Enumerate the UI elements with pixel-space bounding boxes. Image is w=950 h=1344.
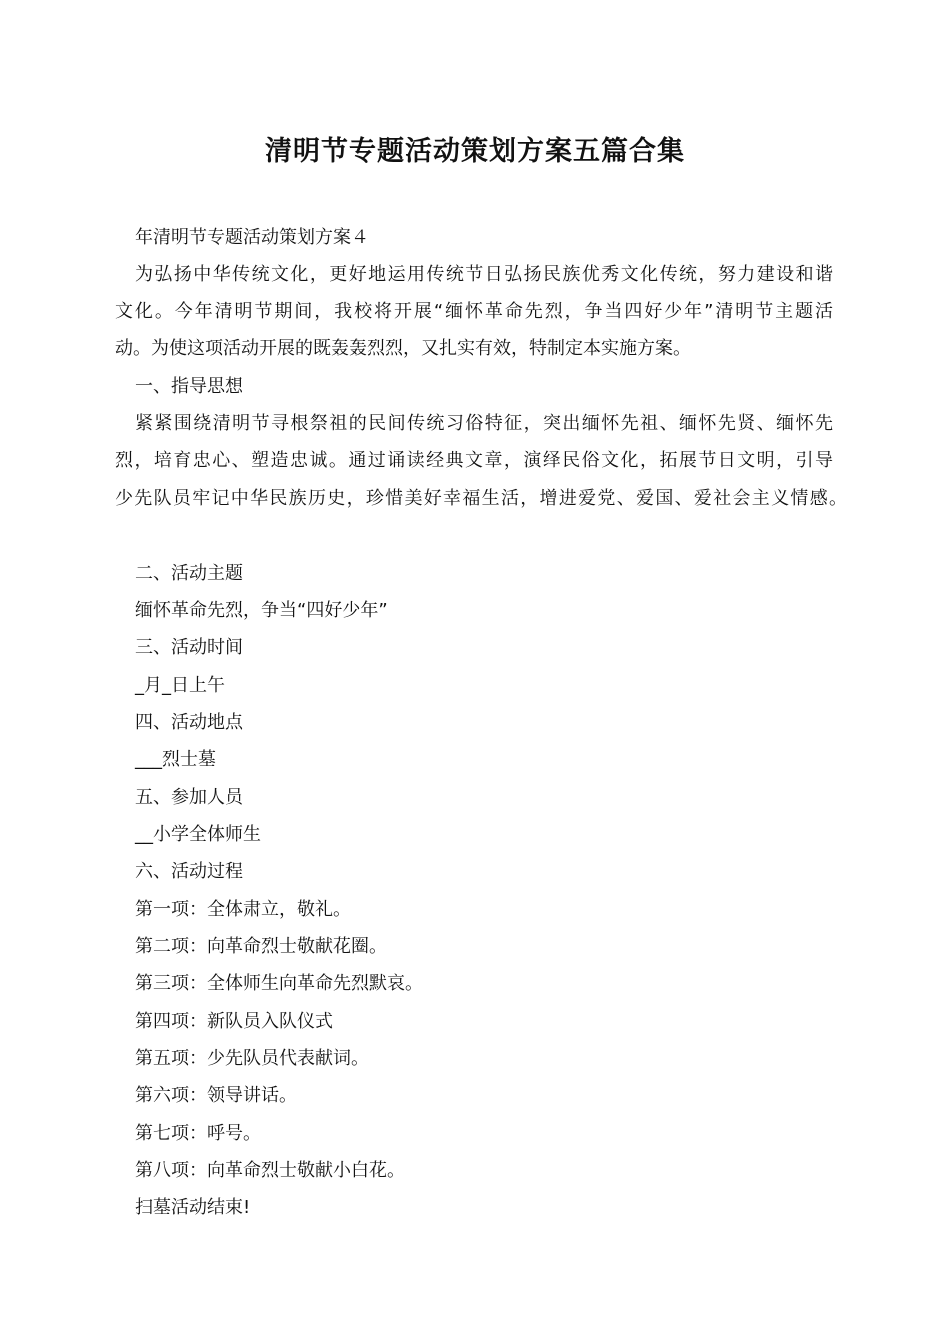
process-step-3: 第三项：全体师生向革命先烈默哀。 (135, 973, 423, 994)
process-step-8: 第八项：向革命烈士敬献小白花。 (135, 1160, 405, 1181)
process-step-7: 第七项：呼号。 (135, 1123, 261, 1144)
page-title: 清明节专题活动策划方案五篇合集 (265, 136, 685, 167)
process-step-5: 第五项：少先队员代表献词。 (135, 1048, 369, 1069)
process-step-6: 第六项：领导讲话。 (135, 1085, 297, 1106)
guiding-idea-line-3: 少先队员牢记中华民族历史，珍惜美好幸福生活，增进爱党、爱国、爱社会主义情感。 (115, 488, 847, 509)
process-step-1: 第一项：全体肃立，敬礼。 (135, 899, 351, 920)
section-heading-participants: 五、参加人员 (135, 787, 243, 808)
closing-text: 扫墓活动结束! (135, 1197, 251, 1218)
intro-line-3: 动。为使这项活动开展的既轰轰烈烈，又扎实有效，特制定本实施方案。 (115, 338, 691, 359)
guiding-idea-line-1: 紧紧围绕清明节寻根祭祖的民间传统习俗特征，突出缅怀先祖、缅怀先贤、缅怀先 (135, 413, 833, 434)
time-text: _月_日上午 (135, 675, 225, 696)
section-heading-guiding-idea: 一、指导思想 (135, 376, 243, 397)
section-heading-process: 六、活动过程 (135, 861, 243, 882)
section-heading-theme: 二、活动主题 (135, 563, 243, 584)
participants-text: __小学全体师生 (135, 824, 261, 845)
process-step-4: 第四项：新队员入队仪式 (135, 1011, 333, 1032)
process-step-2: 第二项：向革命烈士敬献花圈。 (135, 936, 387, 957)
guiding-idea-line-2: 烈，培育忠心、塑造忠诚。通过诵读经典文章，演绎民俗文化，拓展节日文明，引导 (115, 450, 833, 471)
section-heading-time: 三、活动时间 (135, 637, 243, 658)
section-heading-location: 四、活动地点 (135, 712, 243, 733)
intro-line-1: 为弘扬中华传统文化，更好地运用传统节日弘扬民族优秀文化传统，努力建设和谐 (135, 264, 833, 285)
location-text: ___烈士墓 (135, 749, 216, 770)
theme-text: 缅怀革命先烈，争当“四好少年” (135, 600, 388, 621)
document-subtitle: 年清明节专题活动策划方案４ (135, 227, 369, 248)
intro-line-2: 文化。今年清明节期间，我校将开展“缅怀革命先烈，争当四好少年”清明节主题活 (115, 301, 833, 322)
